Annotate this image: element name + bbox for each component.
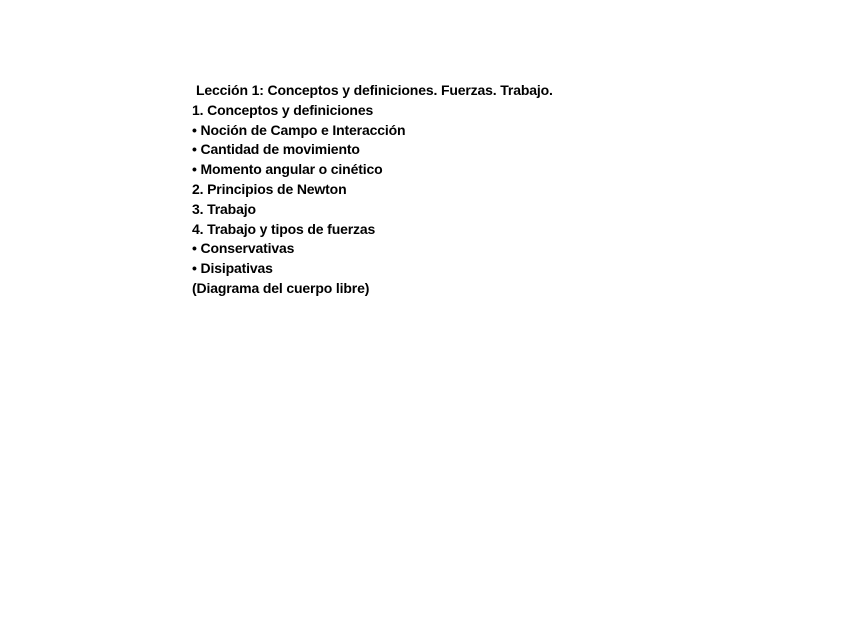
section-work: 3. Trabajo: [192, 200, 256, 217]
bullet-momentum: • Cantidad de movimiento: [192, 141, 360, 158]
section-newton: 2. Principios de Newton: [192, 180, 347, 197]
bullet-dissipative: • Disipativas: [192, 260, 273, 277]
bullet-angular-momentum: • Momento angular o cinético: [192, 161, 383, 178]
bullet-conservative: • Conservativas: [192, 240, 295, 257]
section-concepts: 1. Conceptos y definiciones: [192, 101, 374, 118]
slide-content: [192, 81, 612, 299]
lesson-title: Lección 1: Conceptos y definiciones. Fuerzas. Trabajo.: [196, 82, 553, 98]
section-work-forces: 4. Trabajo y tipos de fuerzas: [192, 220, 376, 237]
bullet-field-interaction: • Noción de Campo e Interacción: [192, 121, 406, 138]
free-body-diagram-note: (Diagrama del cuerpo libre): [192, 279, 370, 296]
